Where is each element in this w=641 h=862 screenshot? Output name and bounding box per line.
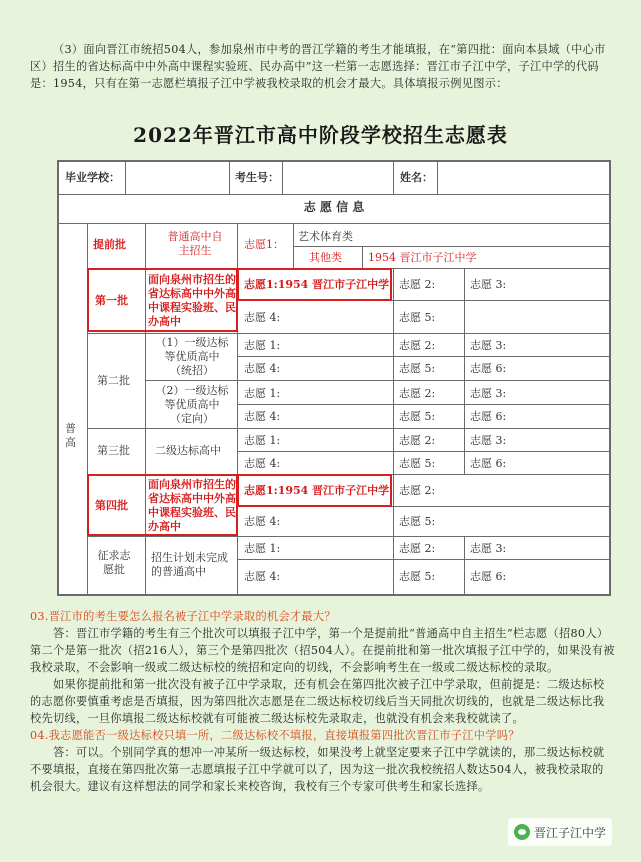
early-batch-desc: 普通高中自主招生 [167, 230, 223, 257]
fourth-batch-desc: 面向泉州市招生的省达标高中中外高中课程实验班、民办高中 [148, 478, 236, 533]
first-batch-wish4: 志愿 4: [244, 311, 281, 324]
name-label: 姓名： [400, 171, 433, 184]
third-batch-desc: 二级达标高中 [155, 444, 221, 457]
third-wish1: 志愿 1: [244, 434, 281, 447]
school-label: 毕业学校： [65, 171, 120, 184]
answer-03-part2: 如果你提前批和第一批次没有被子江中学录取，还有机会在第四批次被子江中学录取，但前提是：二级达标校的志愿你要慎重考虑是否填报，因为第四批次志愿是在二级达标校切线后当天同批次切线的，也就是二级达标比我校先切线，一旦你填报二级达标校就有可能被二级达标校先录取走，也就没有机会来我校就读了。 [30, 678, 605, 725]
other-option: 其他类 [309, 251, 342, 264]
collect-wish6: 志愿 6: [470, 570, 507, 583]
second-a-wish1: 志愿 1: [244, 339, 281, 352]
fourth-batch-wish5: 志愿 5: [399, 515, 436, 528]
art-sports-option: 艺术体育类 [298, 230, 353, 243]
second-batch-sub1: （1）一级达标等优质高中（统招） [155, 336, 229, 377]
collect-wish2: 志愿 2: [399, 542, 436, 555]
first-batch-wish2: 志愿 2: [399, 278, 436, 291]
second-a-wish3: 志愿 3: [470, 339, 507, 352]
third-wish4: 志愿 4: [244, 457, 281, 470]
first-batch-wish1: 志愿1:1954 晋江市子江中学 [244, 278, 390, 291]
fourth-batch-wish2: 志愿 2: [399, 484, 436, 497]
intro-paragraph: （3）面向晋江市统招504人，参加泉州市中考的晋江学籍的考生才能填报，在“第四批：面向本县域（中心市区）招生的省达标高中中外高中课程实验班、民办高中”这一栏第一志愿选择：晋江市子江中学，子江中学的代码是：1954，只有在第一志愿栏填报子江中学被我校录取的机会才最大。具体填报示例见图示： [30, 43, 606, 90]
collect-wish4: 志愿 4: [244, 570, 281, 583]
collect-batch-desc: 招生计划未完成的普通高中 [151, 551, 228, 578]
form-title: 2022年晋江市高中阶段学校招生志愿表 [133, 123, 508, 147]
first-batch-label: 第一批 [95, 294, 128, 307]
answer-04: 答：可以。个别同学真的想冲一冲某所一级达标校，如果没考上就坚定要来子江中学就读的，那二级达标校就不要填报，直接在第四批次第一志愿填报子江中学就可以了，因为这一批次我校统招人数达504人，被我校录取的机会很大。建议有这样想法的同学和家长来校咨询，我校有三个专家可供考生和家长选择。 [30, 746, 605, 793]
collect-wish5: 志愿 5: [399, 570, 436, 583]
second-a-wish4: 志愿 4: [244, 362, 281, 375]
third-wish2: 志愿 2: [399, 434, 436, 447]
second-batch-sub2: （2）一级达标等优质高中（定向） [155, 384, 229, 425]
early-wish1-label: 志愿1： [244, 238, 284, 251]
qa-section [30, 608, 615, 795]
question-04: 04.我志愿能否一级达标校只填一所，二级达标校不填报，直接填报第四批次晋江市子江中学吗？ [30, 729, 520, 742]
second-a-wish5: 志愿 5: [399, 362, 436, 375]
collect-wish1: 志愿 1: [244, 542, 281, 555]
second-a-wish6: 志愿 6: [470, 362, 507, 375]
application-form-table [57, 160, 611, 596]
second-a-wish2: 志愿 2: [399, 339, 436, 352]
second-b-wish4: 志愿 4: [244, 410, 281, 423]
third-batch-label: 第三批 [97, 444, 130, 457]
third-wish6: 志愿 6: [470, 457, 507, 470]
question-03: 03.晋江市的考生要怎么报名被子江中学录取的机会才最大？ [30, 610, 336, 623]
collect-wish3: 志愿 3: [470, 542, 507, 555]
first-batch-wish3: 志愿 3: [470, 278, 507, 291]
second-batch-label: 第二批 [97, 374, 130, 387]
second-b-wish2: 志愿 2: [399, 387, 436, 400]
first-batch-wish5: 志愿 5: [399, 311, 436, 324]
second-b-wish3: 志愿 3: [470, 387, 507, 400]
exam-number-label: 考生号： [235, 171, 279, 184]
second-b-wish5: 志愿 5: [399, 410, 436, 423]
section-heading: 志 愿 信 息 [303, 200, 365, 214]
answer-03-part1: 答：晋江市学籍的考生有三个批次可以填报子江中学，第一个是提前批“普通高中自主招生”栏志愿（招80人）第二个是第一批次（招216人），第三个是第四批次（招504人）。在提前批和第一批次填报子江中学的，如果没有被我校录取，不会影响一级或二级达标校的统招和定向的切线，不会影响考生在一级或二级达标校的录取。 [30, 627, 615, 674]
category-label: 普 高 [65, 422, 76, 449]
wechat-watermark [508, 818, 612, 846]
fourth-batch-label: 第四批 [95, 499, 128, 512]
collect-batch-label: 征求志愿批 [97, 549, 131, 576]
first-batch-desc: 面向泉州市招生的省达标高中中外高中课程实验班、民办高中 [148, 273, 236, 328]
third-wish3: 志愿 3: [470, 434, 507, 447]
second-b-wish6: 志愿 6: [470, 410, 507, 423]
fourth-batch-wish4: 志愿 4: [244, 515, 281, 528]
second-b-wish1: 志愿 1: [244, 387, 281, 400]
early-batch-label: 提前批 [93, 238, 126, 251]
third-wish5: 志愿 5: [399, 457, 436, 470]
fourth-batch-wish1: 志愿1:1954 晋江市子江中学 [244, 484, 390, 497]
watermark-text: 晋江子江中学 [534, 825, 607, 840]
early-school-choice: 1954 晋江市子江中学 [368, 251, 477, 264]
wechat-icon [514, 824, 530, 840]
